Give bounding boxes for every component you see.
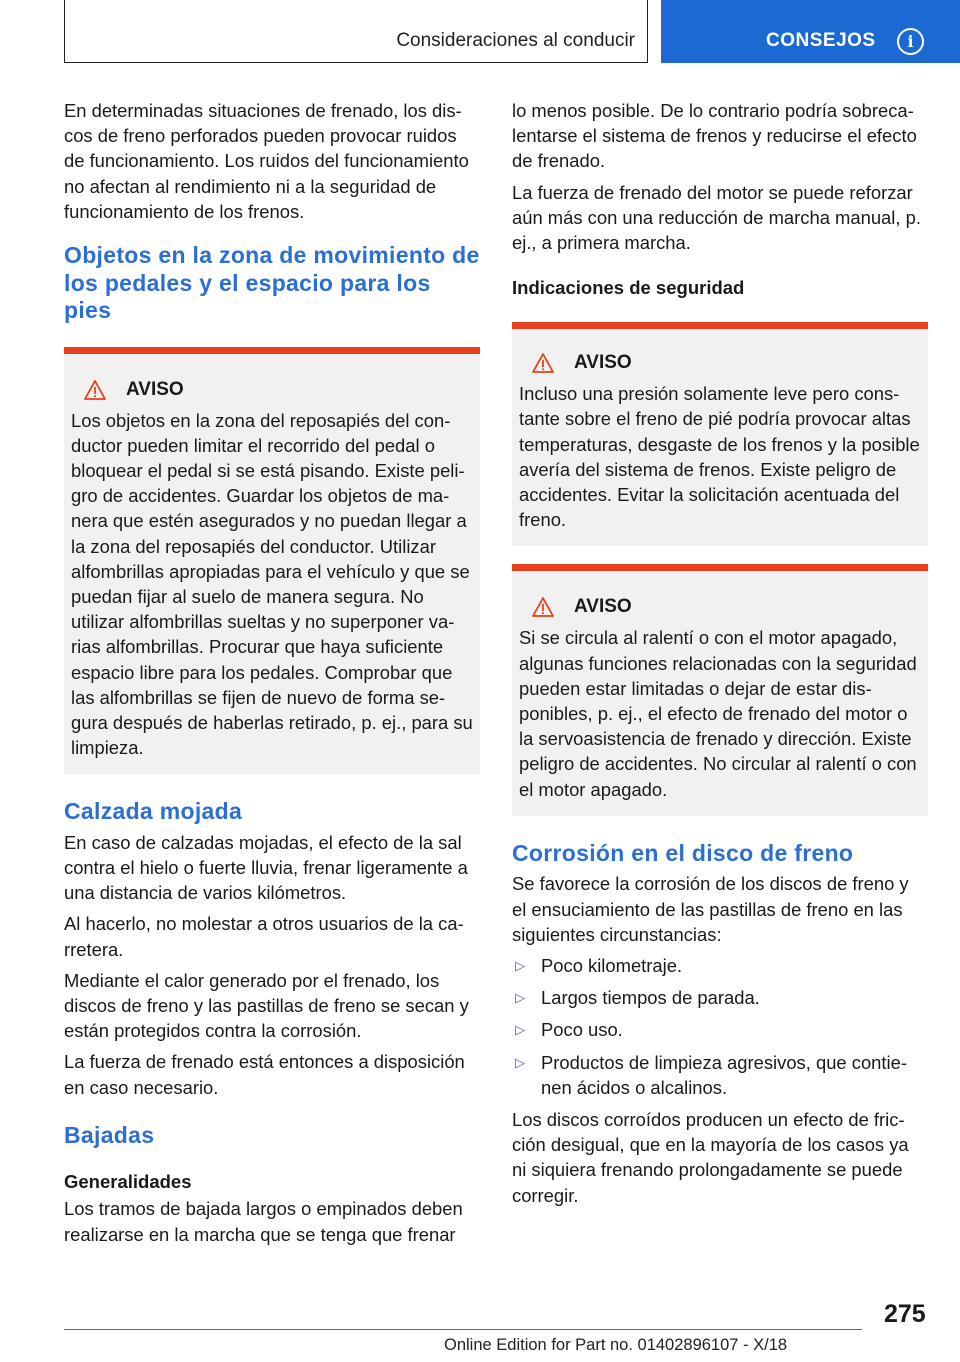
- tab-consejos-label: CONSEJOS: [766, 30, 876, 51]
- calzada-paragraph-4: La fuerza de frenado está entonces a disposición en caso necesario.: [64, 1051, 465, 1098]
- intro-paragraph: En determinadas situaciones de frenado, los discos de freno perforados pueden provocar ruidos de funcionamiento. Los ruidos del funcionamiento no afectan al rendimiento ni a la seguridad de funcionamiento de los frenos.: [64, 100, 469, 222]
- page-number: 275: [884, 1300, 926, 1328]
- continuation-paragraph-2: La fuerza de frenado del motor se puede reforzar aún más con una reducción de marcha manual, p. ej., a primera marcha.: [512, 181, 921, 254]
- warning-title-text: AVISO: [574, 596, 632, 618]
- corrosion-paragraph-2: Los discos corroídos producen un efecto de fricción desigual, que en la mayoría de los casos ya ni siquiera frenando prolongadamente se puede corregir.: [512, 1108, 909, 1206]
- heading-bajadas: Bajadas: [64, 1121, 155, 1148]
- list-item: ▷ Poco kilometraje.: [512, 953, 928, 978]
- triangle-right-icon: ▷: [515, 990, 525, 1006]
- heading-indicaciones-seguridad: Indicaciones de seguridad: [512, 277, 745, 299]
- footer-edition: Online Edition for Part no. 01402896107 - X/18: [444, 1336, 788, 1354]
- header-section-title: Consideraciones al conducir: [396, 30, 635, 51]
- warning-text: Si se circula al ralentí o con el motor apagado, algunas funciones relacionadas con la seguridad pueden estar limitadas o dejar de estar disponibles, p. ej., el efecto de frenado del motor o la servoasistencia de frenado y dirección. Existe peligro de accidentes. No circular al ralentí o con el motor apagado.: [519, 627, 917, 800]
- warning-title-text: AVISO: [126, 378, 184, 400]
- warning-title: [84, 378, 473, 402]
- warning-box-ralenti: [512, 564, 928, 815]
- warning-triangle-icon: [532, 353, 554, 373]
- corrosion-paragraph-1: Se favorece la corrosión de los discos de freno y el ensuciamiento de las pastillas de freno en las siguientes circunstancias:: [512, 873, 909, 945]
- calzada-paragraph-1: En caso de calzadas mojadas, el efecto de la sal contra el hielo o fuerte lluvia, frenar ligeramente a una distancia de varios kilómetros.: [64, 831, 468, 904]
- triangle-right-icon: ▷: [515, 1022, 525, 1038]
- info-icon[interactable]: i: [897, 28, 924, 55]
- warning-title-text: AVISO: [574, 352, 632, 374]
- list-item: ▷ Productos de limpieza agresivos, que contienen ácidos o alcalinos.: [515, 1051, 907, 1098]
- heading-corrosion: Corrosión en el disco de freno: [512, 839, 854, 866]
- list-item: ▷ Largos tiempos de parada.: [512, 985, 928, 1010]
- warning-box-pedales: [64, 347, 480, 775]
- warning-text: Los objetos en la zona del reposapiés del conductor pueden limitar el recorrido del pedal o bloquear el pedal si se está pisando. Existe peligro de accidentes. Guardar los objetos de manera que estén asegurados y no puedan llegar a la zona del reposapiés del conductor. Utilizar alfombrillas apropiadas para el vehículo y que se puedan fijar al suelo de manera segura. No utilizar alfombrillas sueltas y no superponer varias alfombrillas. Procurar que haya suficiente espacio libre para los pedales. Comprobar que las alfombrillas se fijen de nuevo de forma segura después de haberlas retirado, p. ej., para su limpieza.: [71, 409, 473, 759]
- warning-triangle-icon: [532, 597, 554, 617]
- footer-divider: [64, 1329, 862, 1330]
- calzada-paragraph-2: Al hacerlo, no molestar a otros usuarios de la carretera.: [64, 913, 464, 960]
- calzada-paragraph-3: Mediante el calor generado por el frenado, los discos de freno y las pastillas de freno se secan y están protegidos contra la corrosión.: [64, 969, 469, 1042]
- header-section-box: [64, 0, 648, 63]
- warning-title: [532, 595, 921, 619]
- continuation-paragraph-1: lo menos posible. De lo contrario podría sobrecalentarse el sistema de frenos y reducirse el efecto de frenado.: [512, 100, 917, 172]
- bajadas-paragraph: Los tramos de bajada largos o empinados deben realizarse en la marcha que se tenga que frenar: [64, 1198, 463, 1245]
- list-item: ▷ Poco uso.: [512, 1017, 928, 1042]
- left-column: [64, 98, 480, 1253]
- triangle-right-icon: ▷: [515, 957, 525, 973]
- right-column: [512, 98, 928, 1214]
- warning-title: [532, 351, 921, 375]
- corrosion-bullet-list: [512, 953, 928, 1100]
- heading-pedales: Objetos en la zona de movimiento de los pedales y el espacio para los pies: [64, 242, 480, 324]
- warning-triangle-icon: [84, 380, 106, 400]
- heading-calzada-mojada: Calzada mojada: [64, 798, 243, 825]
- warning-box-presion: [512, 322, 928, 546]
- heading-generalidades: Generalidades: [64, 1171, 192, 1193]
- warning-text: Incluso una presión solamente leve pero constante sobre el freno de pié podría provocar altas temperaturas, desgaste de los frenos y la posible avería del sistema de frenos. Existe peligro de accidentes. Evitar la solicitación acentuada del freno.: [519, 383, 920, 531]
- triangle-right-icon: ▷: [515, 1054, 525, 1070]
- header-tab-consejos[interactable]: [661, 0, 960, 63]
